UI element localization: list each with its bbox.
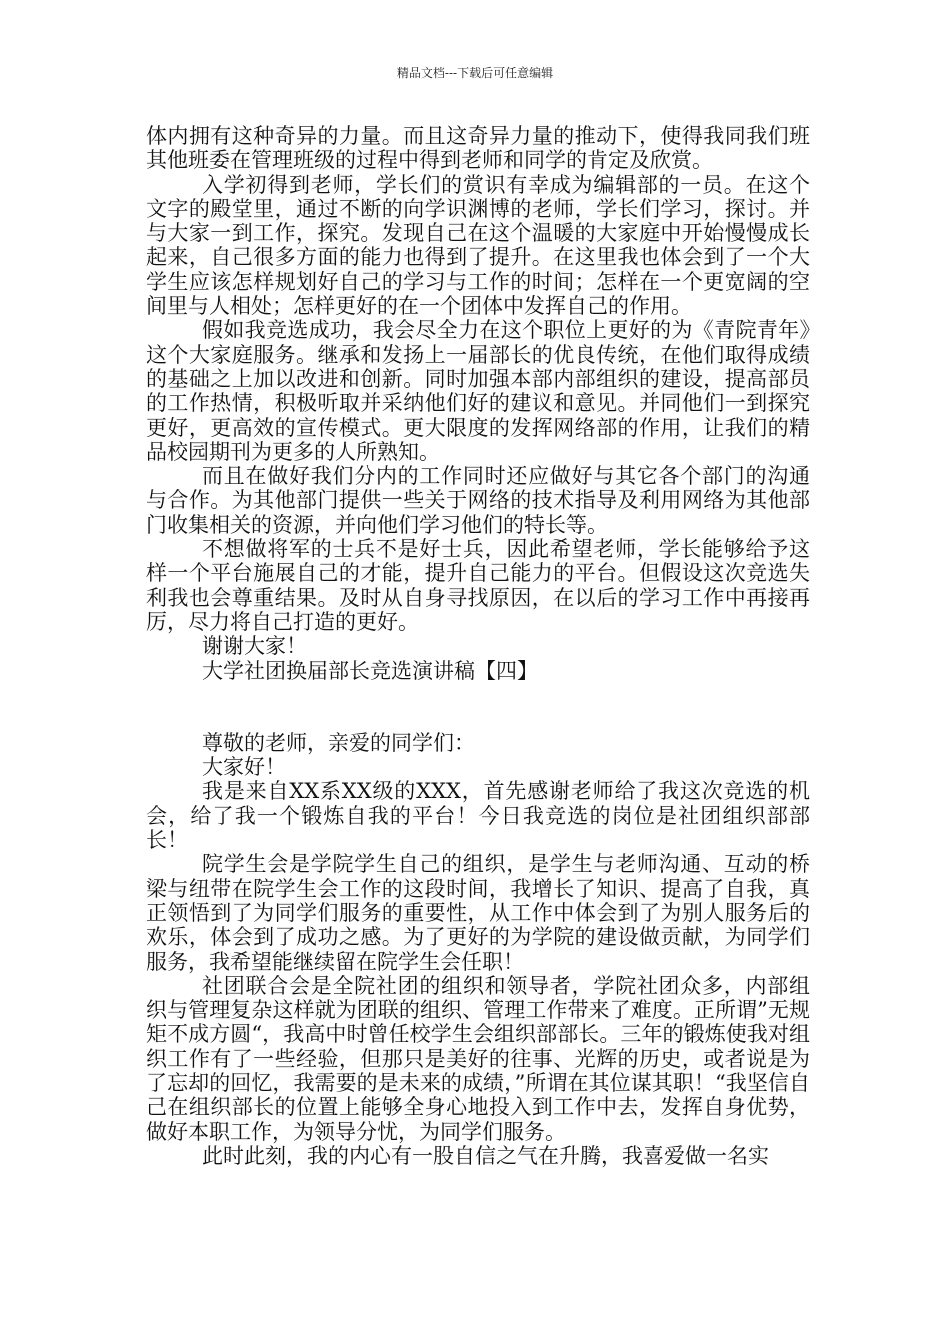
closing-thanks: 谢谢大家！: [202, 634, 307, 659]
page-header: 精品文档---下载后可任意编辑: [396, 66, 554, 80]
paragraph: 社团联合会是全院社团的组织和领导者，学院社团众多，内部组织与管理复杂这样就为团联的组织、管理工作带来了难度。正所谓”无规矩不成方圆“，我高中时曾任校学生会组织部部长。三年的锻炼使我对组织工作有了一些经验，但那只是美好的往事、光辉的历史，或者说是为了忘却的回忆，我需要的是未来的成绩，”所谓在其位谋其职！“我坚信自己在组织部长的位置上能够全身心地投入到工作中去，发挥自身优势，做好本职工作，为领导分忧，为同学们服务。: [146, 973, 810, 1144]
paragraph: 院学生会是学院学生自己的组织，是学生与老师沟通、互动的桥梁与纽带在院学生会工作的这段时间，我增长了知识、提高了自我，真正领悟到了为同学们服务的重要性，从工作中体会到了为别人服务后的欢乐，体会到了成功之感。为了更好的为学院的建设做贡献，为同学们服务，我希望能继续留在院学生会任职！: [146, 852, 810, 974]
paragraph-continuation: 体内拥有这种奇异的力量。而且这奇异力量的推动下，使得我同我们班其他班委在管理班级的过程中得到老师和同学的肯定及欣赏。: [146, 124, 810, 173]
section-title: 大学社团换届部长竞选演讲稿【四】: [202, 658, 538, 683]
paragraph: 假如我竞选成功，我会尽全力在这个职位上更好的为《青院青年》这个大家庭服务。继承和发扬上一届部长的优良传统，在他们取得成绩的基础之上加以改进和创新。同时加强本部内部组织的建设，提高部员的工作热情，积极听取并采纳他们好的建议和意见。并同他们一到探究更好，更高效的宣传模式。更大限度的发挥网络部的作用，让我们的精品校园期刊为更多的人所熟知。: [146, 318, 810, 464]
paragraph: 而且在做好我们分内的工作同时还应做好与其它各个部门的沟通与合作。为其他部门提供一些关于网络的技术指导及利用网络为其他部门收集相关的资源，并向他们学习他们的特长等。: [146, 464, 810, 537]
document-body: [146, 124, 810, 1168]
greeting: 大家好！: [202, 755, 286, 780]
blank-line: [146, 683, 810, 731]
paragraph: 我是来自XX系XX级的XXX，首先感谢老师给了我这次竞选的机会，给了我一个锻炼自我的平台！今日我竞选的岗位是社团组织部部长！: [146, 779, 810, 853]
paragraph: 不想做将军的士兵不是好士兵，因此希望老师，学长能够给予这样一个平台施展自己的才能，提升自己能力的平台。但假设这次竞选失利我也会尊重结果。及时从自身寻找原因，在以后的学习工作中再接再厉，尽力将自己打造的更好。: [146, 537, 810, 634]
paragraph-truncated: 此时此刻，我的内心有一股自信之气在升腾，我喜爱做一名实: [202, 1143, 769, 1168]
salutation: 尊敬的老师，亲爱的同学们：: [202, 730, 475, 755]
paragraph: 入学初得到老师，学长们的赏识有幸成为编辑部的一员。在这个文字的殿堂里，通过不断的向学识渊博的老师，学长们学习，探讨。并与大家一到工作，探究。发现自己在这个温暖的大家庭中开始慢慢成长起来，自己很多方面的能力也得到了提升。在这里我也体会到了一个大学生应该怎样规划好自己的学习与工作的时间；怎样在一个更宽阔的空间里与人相处；怎样更好的在一个团体中发挥自己的作用。: [146, 172, 810, 319]
